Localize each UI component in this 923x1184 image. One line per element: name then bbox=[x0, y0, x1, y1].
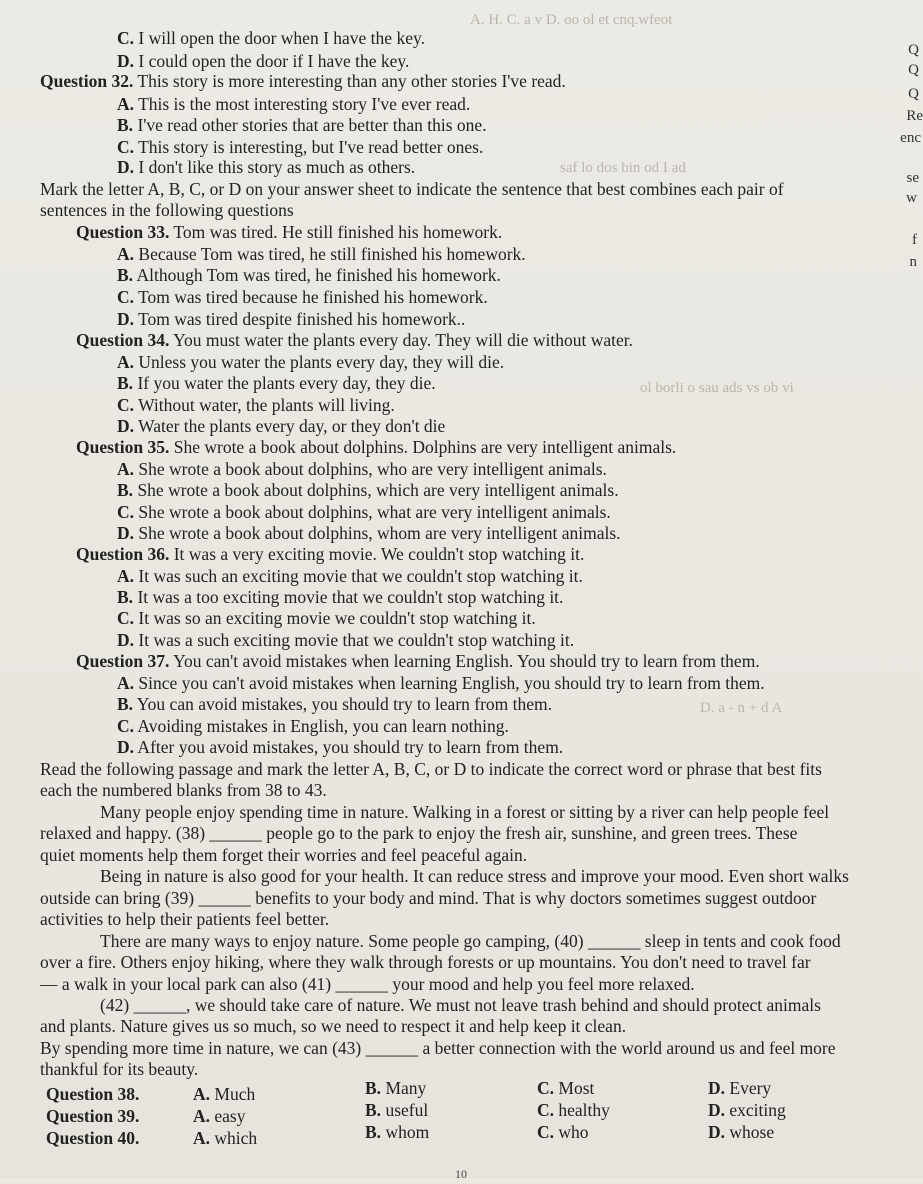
option-letter: D. bbox=[117, 416, 135, 436]
question-line: Question 32. This story is more interesting than any other stories I've read. bbox=[40, 71, 566, 91]
option-letter: C. bbox=[537, 1100, 555, 1120]
option-letter: D. bbox=[117, 523, 135, 543]
edge-fragment: n bbox=[909, 254, 917, 270]
text-line: B. I've read other stories that are better than this one. bbox=[117, 115, 487, 135]
option-letter: A. bbox=[117, 673, 135, 693]
option-letter: C. bbox=[117, 395, 135, 415]
option-letter: C. bbox=[537, 1122, 555, 1142]
edge-fragment: w bbox=[906, 190, 917, 206]
option-letter: A. bbox=[193, 1106, 211, 1126]
option-letter: B. bbox=[365, 1078, 382, 1098]
question-line: Question 33. Tom was tired. He still finished his homework. bbox=[76, 222, 503, 242]
text-line: — a walk in your local park can also (41) ______ your mood and help you feel more relaxed. bbox=[40, 974, 695, 994]
text-line: There are many ways to enjoy nature. Some people go camping, (40) ______ sleep in tents and cook food bbox=[100, 931, 841, 951]
option-letter: B. bbox=[117, 265, 134, 285]
answer-option-a: A. Much bbox=[193, 1084, 256, 1104]
option-letter: A. bbox=[117, 94, 135, 114]
bleed-text: A. H. C. a v D. oo ol et cnq.wfeot bbox=[470, 12, 673, 28]
option-letter: C. bbox=[117, 28, 135, 48]
bleed-text: D. a - n + d A bbox=[700, 700, 783, 716]
text-line: and plants. Nature gives us so much, so we need to respect it and help keep it clean. bbox=[40, 1016, 627, 1036]
option-letter: C. bbox=[117, 137, 135, 157]
option-letter: C. bbox=[117, 716, 135, 736]
question-number: Question 36. bbox=[76, 544, 170, 564]
option-letter: B. bbox=[117, 587, 134, 607]
text-line: A. This is the most interesting story I've ever read. bbox=[117, 94, 471, 114]
text-line: D. It was a such exciting movie that we couldn't stop watching it. bbox=[117, 630, 575, 650]
question-number: Question 32. bbox=[40, 71, 134, 91]
option-letter: D. bbox=[708, 1078, 726, 1098]
option-letter: C. bbox=[117, 502, 135, 522]
text-line: A. Because Tom was tired, he still finished his homework. bbox=[117, 244, 526, 264]
option-letter: A. bbox=[117, 352, 135, 372]
answer-option-d: D. Every bbox=[708, 1078, 772, 1098]
option-letter: D. bbox=[117, 737, 135, 757]
option-letter: A. bbox=[117, 244, 135, 264]
text-line: Many people enjoy spending time in nature. Walking in a forest or sitting by a river can help people feel bbox=[100, 802, 830, 822]
page-number: 10 bbox=[455, 1167, 467, 1181]
text-line: activities to help their patients feel better. bbox=[40, 909, 330, 929]
option-letter: A. bbox=[193, 1128, 211, 1148]
text-line: B. Although Tom was tired, he finished his homework. bbox=[117, 265, 501, 285]
text-line: Read the following passage and mark the letter A, B, C, or D to indicate the correct word or phrase that best fits bbox=[40, 759, 822, 779]
option-letter: A. bbox=[117, 459, 135, 479]
text-line: Mark the letter A, B, C, or D on your answer sheet to indicate the sentence that best combines each pair of bbox=[40, 179, 784, 199]
text-line: B. If you water the plants every day, they die. bbox=[117, 373, 436, 393]
answer-question-label: Question 40. bbox=[46, 1128, 140, 1148]
text-line: C. She wrote a book about dolphins, what are very intelligent animals. bbox=[117, 502, 611, 522]
text-line: C. This story is interesting, but I've read better ones. bbox=[117, 137, 484, 157]
question-line: Question 35. She wrote a book about dolphins. Dolphins are very intelligent animals. bbox=[76, 437, 677, 457]
option-letter: D. bbox=[708, 1122, 726, 1142]
answer-option-c: C. Most bbox=[537, 1078, 595, 1098]
answer-option-c: C. healthy bbox=[537, 1100, 610, 1120]
edge-fragment: se bbox=[906, 170, 919, 186]
text-line: each the numbered blanks from 38 to 43. bbox=[40, 780, 327, 800]
option-letter: A. bbox=[193, 1084, 211, 1104]
text-line: Being in nature is also good for your health. It can reduce stress and improve your mood. Even short walks bbox=[100, 866, 849, 886]
text-line: quiet moments help them forget their worries and feel peaceful again. bbox=[40, 845, 528, 865]
edge-fragment: Re bbox=[906, 108, 923, 124]
edge-fragment: Q bbox=[908, 86, 919, 102]
answer-option-a: A. which bbox=[193, 1128, 258, 1148]
question-number: Question 37. bbox=[76, 651, 170, 671]
question-line: Question 37. You can't avoid mistakes when learning English. You should try to learn from them. bbox=[76, 651, 760, 671]
answer-option-b: B. useful bbox=[365, 1100, 429, 1120]
answer-option-b: B. Many bbox=[365, 1078, 427, 1098]
text-line: C. Tom was tired because he finished his homework. bbox=[117, 287, 488, 307]
edge-fragment: f bbox=[912, 232, 917, 248]
option-letter: B. bbox=[117, 115, 134, 135]
text-line: B. She wrote a book about dolphins, which are very intelligent animals. bbox=[117, 480, 619, 500]
text-line: thankful for its beauty. bbox=[40, 1059, 199, 1079]
question-number: Question 34. bbox=[76, 330, 170, 350]
answer-option-c: C. who bbox=[537, 1122, 589, 1142]
text-line: D. She wrote a book about dolphins, whom are very intelligent animals. bbox=[117, 523, 621, 543]
option-letter: C. bbox=[537, 1078, 555, 1098]
bleed-text: ol borli o sau ads vs ob vi bbox=[640, 380, 794, 396]
option-letter: B. bbox=[117, 373, 134, 393]
text-line: C. Without water, the plants will living. bbox=[117, 395, 395, 415]
text-line: D. I don't like this story as much as others. bbox=[117, 157, 416, 177]
option-letter: D. bbox=[117, 309, 135, 329]
text-line: over a fire. Others enjoy hiking, where they walk through forests or up mountains. You don't need to travel far bbox=[40, 952, 811, 972]
answer-option-a: A. easy bbox=[193, 1106, 246, 1126]
question-number: Question 33. bbox=[76, 222, 170, 242]
text-line: D. I could open the door if I have the key. bbox=[117, 51, 410, 71]
text-line: By spending more time in nature, we can (43) ______ a better connection with the world around us and feel more bbox=[40, 1038, 836, 1058]
option-letter: C. bbox=[117, 287, 135, 307]
option-letter: D. bbox=[708, 1100, 726, 1120]
option-letter: B. bbox=[117, 480, 134, 500]
option-letter: B. bbox=[365, 1122, 382, 1142]
text-line: D. Water the plants every day, or they don't die bbox=[117, 416, 446, 436]
answer-question-label: Question 38. bbox=[46, 1084, 140, 1104]
edge-fragment: Q bbox=[908, 62, 919, 78]
question-line: Question 34. You must water the plants every day. They will die without water. bbox=[76, 330, 634, 350]
text-line: D. After you avoid mistakes, you should try to learn from them. bbox=[117, 737, 564, 757]
option-letter: B. bbox=[117, 694, 134, 714]
text-line: B. You can avoid mistakes, you should try to learn from them. bbox=[117, 694, 553, 714]
option-letter: A. bbox=[117, 566, 135, 586]
edge-fragment: Q bbox=[908, 42, 919, 58]
text-line: A. She wrote a book about dolphins, who are very intelligent animals. bbox=[117, 459, 607, 479]
text-line: (42) ______, we should take care of nature. We must not leave trash behind and should protect animals bbox=[100, 995, 821, 1015]
question-line: Question 36. It was a very exciting movie. We couldn't stop watching it. bbox=[76, 544, 585, 564]
option-letter: D. bbox=[117, 630, 135, 650]
option-letter: D. bbox=[117, 157, 135, 177]
text-line: C. Avoiding mistakes in English, you can learn nothing. bbox=[117, 716, 509, 736]
text-line: B. It was a too exciting movie that we couldn't stop watching it. bbox=[117, 587, 564, 607]
answer-option-d: D. whose bbox=[708, 1122, 775, 1142]
text-line: D. Tom was tired despite finished his homework.. bbox=[117, 309, 466, 329]
answer-question-label: Question 39. bbox=[46, 1106, 140, 1126]
edge-fragment: enc bbox=[900, 130, 921, 146]
text-line: A. Unless you water the plants every day, they will die. bbox=[117, 352, 505, 372]
bleed-text: saf lo dos bin od I ad bbox=[560, 160, 686, 176]
option-letter: B. bbox=[365, 1100, 382, 1120]
text-line: C. It was so an exciting movie we couldn't stop watching it. bbox=[117, 608, 536, 628]
text-line: sentences in the following questions bbox=[40, 200, 294, 220]
option-letter: C. bbox=[117, 608, 135, 628]
text-line: C. I will open the door when I have the key. bbox=[117, 28, 425, 48]
text-line: A. It was such an exciting movie that we couldn't stop watching it. bbox=[117, 566, 583, 586]
question-number: Question 35. bbox=[76, 437, 170, 457]
option-letter: D. bbox=[117, 51, 135, 71]
text-line: A. Since you can't avoid mistakes when learning English, you should try to learn from them. bbox=[117, 673, 765, 693]
answer-option-d: D. exciting bbox=[708, 1100, 786, 1120]
answer-option-b: B. whom bbox=[365, 1122, 430, 1142]
text-line: outside can bring (39) ______ benefits to your body and mind. That is why doctors sometimes suggest outdoor bbox=[40, 888, 817, 908]
text-line: relaxed and happy. (38) ______ people go to the park to enjoy the fresh air, sunshine, and green trees. These bbox=[40, 823, 798, 843]
